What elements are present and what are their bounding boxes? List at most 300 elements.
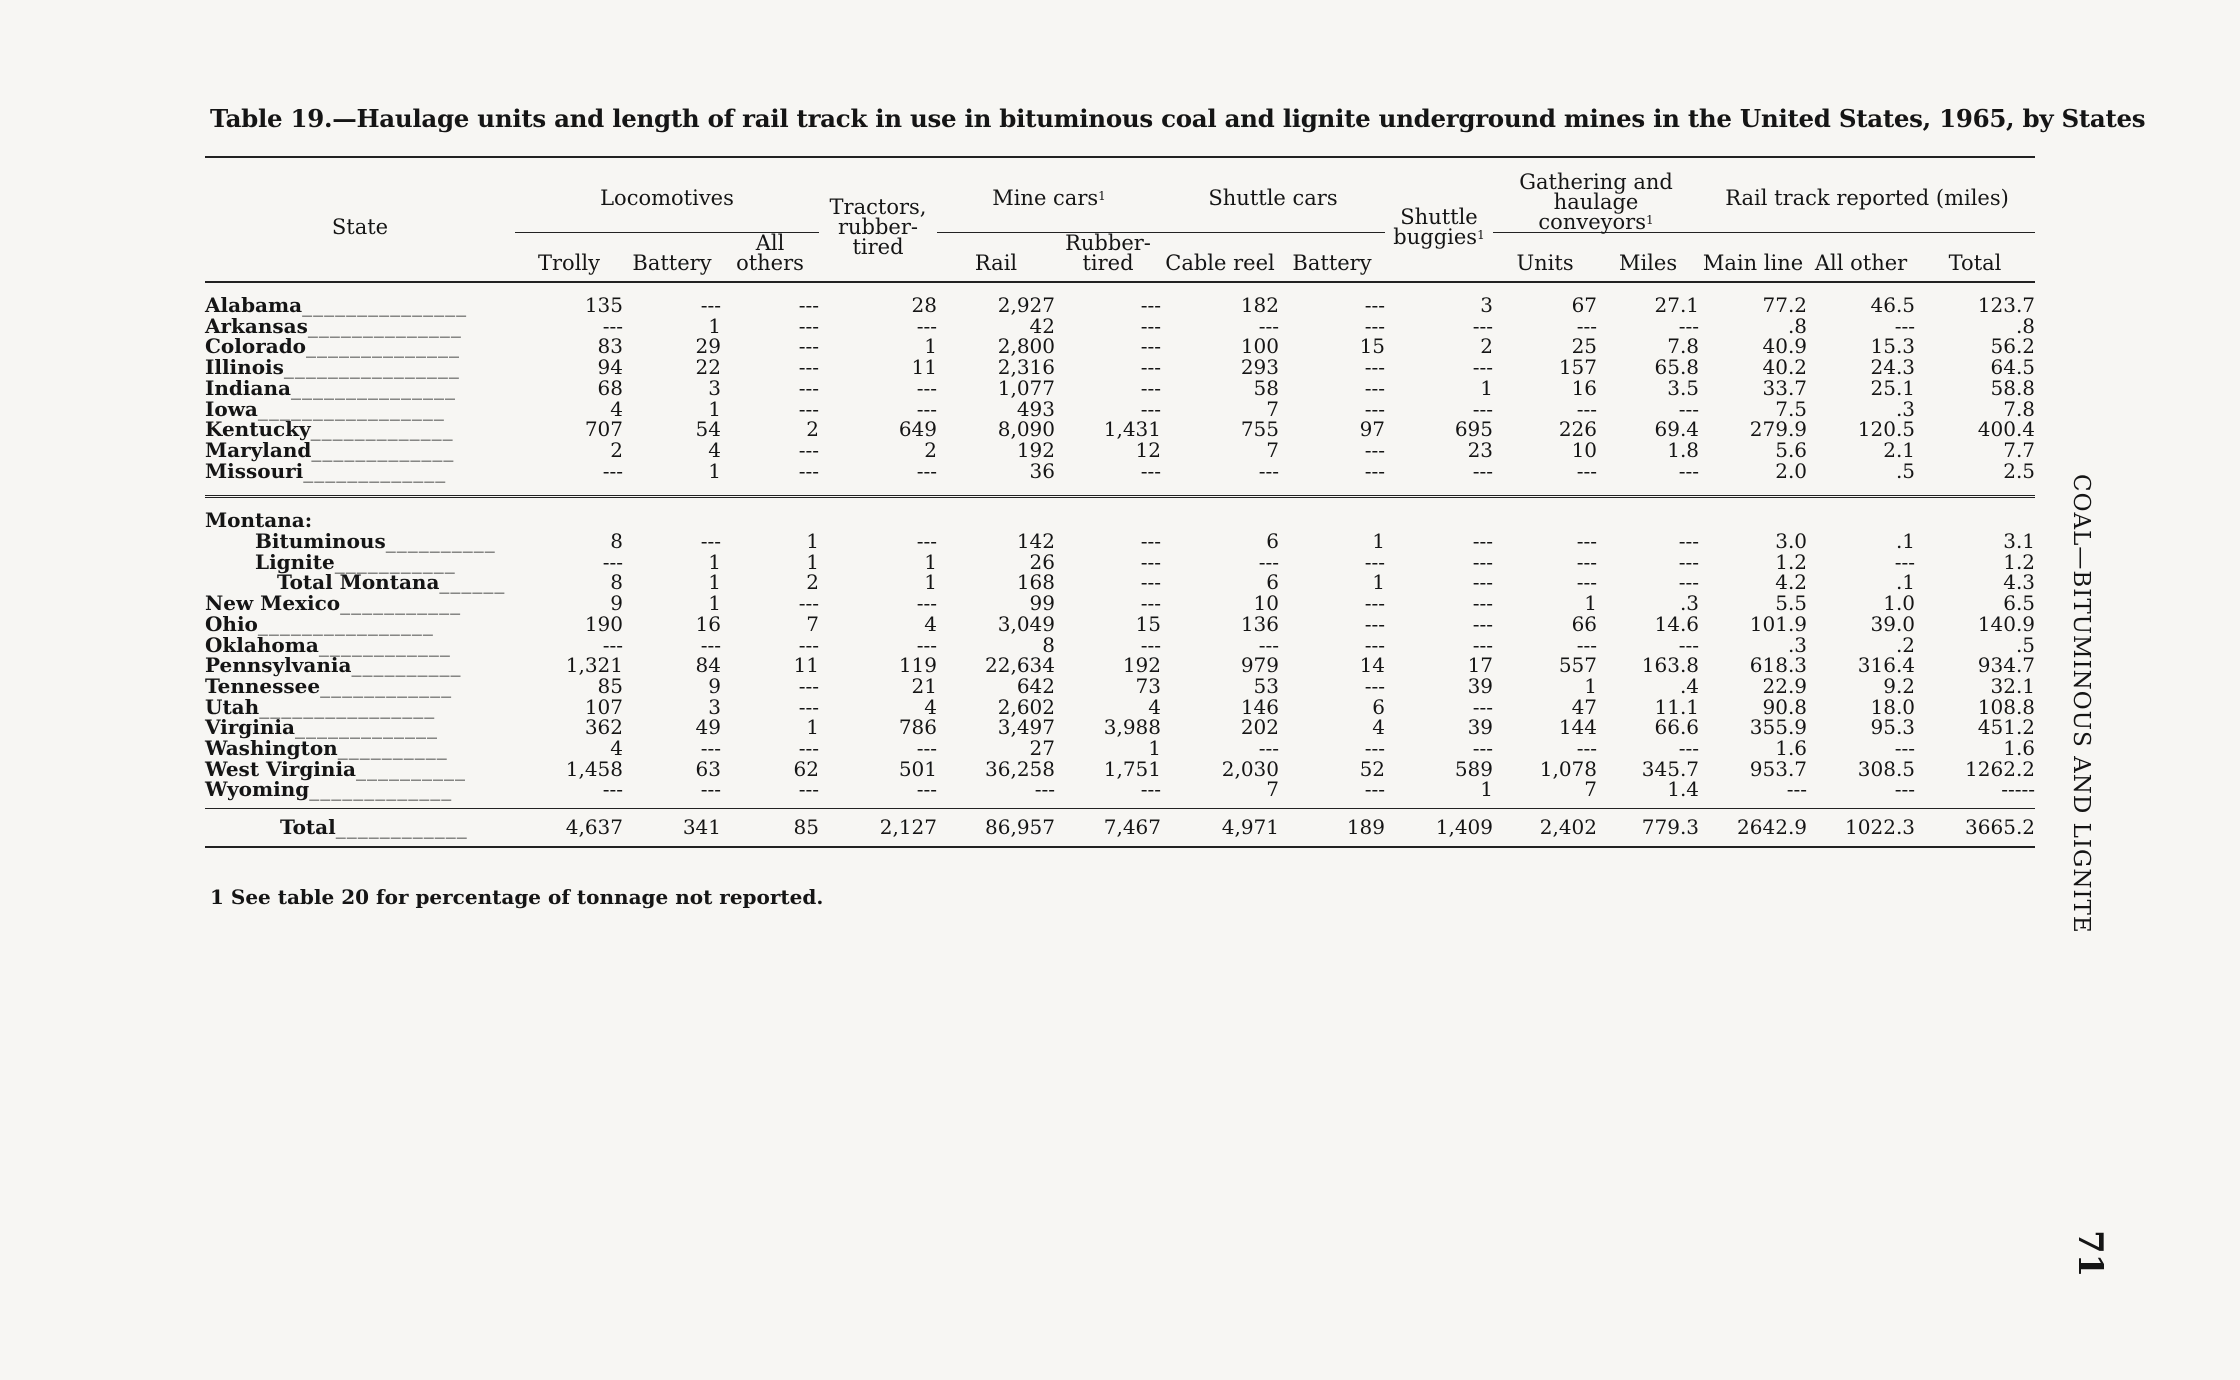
table-header	[205, 157, 2035, 282]
value-cell: 36	[1029, 458, 1055, 483]
state-name: Kentucky	[205, 417, 311, 442]
leader-dots: _____________	[309, 777, 453, 802]
header-units: Units	[1516, 251, 1574, 275]
state-name: Maryland	[205, 437, 312, 462]
value-cell: 779.3	[1597, 809, 1699, 847]
value-cell: 27	[1029, 736, 1055, 761]
value-cell: 2,127	[819, 809, 937, 847]
value-cell: 2	[1480, 334, 1494, 359]
state-cell	[205, 336, 515, 357]
value-cell: 21	[911, 673, 937, 698]
value-cell: 755	[1240, 417, 1279, 442]
value-cell: 1.8	[1667, 437, 1700, 462]
table-row	[205, 419, 2035, 440]
value-cell: 1	[708, 549, 721, 574]
value-cell: 23	[1467, 437, 1494, 462]
header-state: State	[331, 214, 389, 239]
value-cell: 192	[1122, 653, 1161, 678]
value-cell: 3665.2	[1915, 809, 2035, 847]
value-cell: 66	[1571, 611, 1598, 636]
value-cell: ---	[1364, 736, 1386, 761]
value-cell: 226	[1558, 417, 1598, 442]
value-cell: 1	[1584, 673, 1598, 698]
value-cell: 1	[1148, 736, 1161, 761]
header-battery-shuttle: Battery	[1292, 251, 1372, 275]
leader-dots: _______________	[290, 375, 456, 400]
value-cell: 3,497	[997, 715, 1055, 740]
running-head: COAL—BITUMINOUS AND LIGNITE	[2068, 474, 2094, 934]
state-cell	[205, 396, 515, 421]
value-cell: 4	[924, 611, 937, 636]
value-cell: ---	[1140, 293, 1161, 317]
value-cell: .4	[1679, 673, 1700, 698]
value-cell: 3.5	[1667, 375, 1700, 400]
value-cell: 68	[597, 375, 623, 400]
value-cell: ---	[1364, 375, 1386, 400]
value-cell: 4.2	[1775, 570, 1808, 595]
header-shuttle-cars: Shuttle cars	[1161, 157, 1385, 233]
value-cell: 29	[695, 334, 721, 359]
value-cell: 2	[610, 437, 623, 462]
value-cell: 7	[1266, 777, 1279, 802]
value-cell: 2.5	[2003, 458, 2036, 483]
leader-dots: _____________	[303, 458, 447, 483]
value-cell: 135	[584, 293, 623, 317]
value-cell: ---	[1140, 375, 1161, 400]
state-cell	[205, 611, 515, 636]
value-cell: 1	[806, 715, 819, 740]
state-name: Total	[280, 815, 336, 840]
value-cell: ---	[700, 529, 721, 554]
state-cell	[205, 282, 515, 316]
state-name: Bituminous	[255, 529, 386, 554]
value-cell: ---	[916, 529, 937, 554]
value-cell: ---	[1576, 736, 1598, 761]
value-cell: 7,467	[1055, 809, 1161, 847]
value-cell: 94	[597, 355, 623, 380]
value-cell: 316.4	[1857, 653, 1916, 678]
value-cell: 7.8	[2003, 396, 2036, 421]
leader-dots: __________	[337, 736, 448, 761]
value-cell: ---	[1678, 736, 1700, 761]
value-cell: .8	[1787, 313, 1808, 338]
value-cell: 9	[610, 591, 623, 616]
value-cell: 14.6	[1654, 611, 1700, 636]
value-cell: 707	[584, 417, 623, 442]
value-cell: .3	[1895, 396, 1916, 421]
value-cell: 15.3	[1870, 334, 1916, 359]
value-cell: 83	[597, 334, 623, 359]
value-cell: 5.6	[1775, 437, 1808, 462]
leader-dots: _____________	[311, 437, 455, 462]
state-cell	[205, 313, 515, 338]
value-cell: 146	[1240, 694, 1279, 719]
state-name: Alabama	[205, 293, 303, 317]
value-cell: 1	[708, 396, 721, 421]
value-cell: 7	[1266, 437, 1279, 462]
value-cell: ---	[1894, 736, 1916, 761]
leader-dots: _________________	[257, 396, 445, 421]
value-cell: ---	[1472, 632, 1494, 657]
value-cell: 46.5	[1870, 293, 1916, 317]
state-cell	[205, 458, 515, 483]
leader-dots: ________________	[257, 611, 434, 636]
value-cell: 1	[1584, 591, 1598, 616]
leader-dots: __________	[385, 529, 496, 554]
table-row	[205, 572, 2035, 593]
state-cell	[205, 632, 515, 657]
value-cell: 2,316	[997, 355, 1055, 380]
leader-dots: ________________	[259, 694, 436, 719]
table-row	[205, 461, 2035, 482]
state-name: Colorado	[205, 334, 307, 359]
value-cell: 3.0	[1775, 529, 1808, 554]
value-cell: 15	[1359, 334, 1386, 359]
value-cell: 1.0	[1883, 591, 1916, 616]
value-cell: 2,402	[1493, 809, 1597, 847]
value-cell: ---	[1472, 355, 1494, 380]
value-cell: 202	[1240, 715, 1279, 740]
value-cell: ---	[1140, 529, 1161, 554]
value-cell: ---	[700, 736, 721, 761]
value-cell: .3	[1787, 632, 1808, 657]
value-cell: 1	[1372, 570, 1386, 595]
value-cell: 11	[793, 653, 819, 678]
value-cell: ---	[1364, 673, 1386, 698]
table-row	[205, 336, 2035, 357]
value-cell: 9.2	[1883, 673, 1916, 698]
value-cell: 934.7	[1977, 653, 2036, 678]
value-cell: 3,049	[997, 611, 1055, 636]
value-cell: ---	[798, 375, 819, 400]
state-name: Pennsylvania	[205, 653, 352, 678]
value-cell: 16	[695, 611, 721, 636]
value-cell: ---	[798, 673, 819, 698]
header-gathering: Gathering and haulage conveyors$^1$	[1493, 157, 1699, 233]
value-cell: 24.3	[1870, 355, 1916, 380]
value-cell: ---	[1576, 632, 1598, 657]
value-cell: 54	[695, 417, 721, 442]
value-cell: ---	[1140, 458, 1161, 483]
value-cell: 1	[806, 529, 819, 554]
value-cell: ---	[1472, 458, 1494, 483]
value-cell: 4	[610, 736, 623, 761]
state-cell	[205, 694, 515, 719]
value-cell: 84	[695, 653, 721, 678]
leader-dots: ______________	[306, 334, 461, 359]
value-cell: 108.8	[1977, 694, 2036, 719]
value-cell: ---	[916, 458, 937, 483]
value-cell: ---	[1576, 529, 1598, 554]
value-cell: ---	[602, 313, 623, 338]
value-cell: 953.7	[1749, 756, 1808, 781]
value-cell: 36,258	[985, 756, 1055, 781]
table-row	[205, 440, 2035, 461]
value-cell: ---	[1140, 334, 1161, 359]
value-cell: 15	[1135, 611, 1161, 636]
value-cell: 100	[1240, 334, 1279, 359]
value-cell: ---	[1678, 549, 1700, 574]
header-trolly: Trolly	[538, 251, 600, 275]
table-row	[205, 357, 2035, 378]
value-cell: 27.1	[1654, 293, 1700, 317]
table-title: Table 19.—Haulage units and length of rail track in use in bituminous coal and lignite underground mines in the United States, 1965, by States	[210, 104, 2146, 133]
value-cell: .5	[2015, 632, 2036, 657]
value-cell: 49	[695, 715, 721, 740]
table-row	[205, 676, 2035, 697]
table-row	[205, 655, 2035, 676]
value-cell: ---	[916, 396, 937, 421]
value-cell: 7	[1266, 396, 1279, 421]
value-cell: ---	[602, 549, 623, 574]
value-cell: 120.5	[1857, 417, 1916, 442]
value-cell: 1.2	[1775, 549, 1808, 574]
value-cell: 1,077	[997, 375, 1055, 400]
value-cell: 1	[924, 549, 937, 574]
value-cell: ---	[1786, 777, 1808, 802]
state-cell	[205, 593, 515, 614]
value-cell: 1,409	[1385, 809, 1493, 847]
value-cell: ---	[1894, 549, 1916, 574]
leader-dots: _____________	[294, 715, 438, 740]
value-cell: 3	[708, 375, 721, 400]
value-cell: 28	[911, 293, 937, 317]
value-cell: 308.5	[1857, 756, 1916, 781]
value-cell: ---	[1472, 313, 1494, 338]
state-name: Ohio	[205, 611, 258, 636]
value-cell: ---	[1472, 611, 1494, 636]
value-cell: 1	[924, 334, 937, 359]
table-row	[205, 531, 2035, 552]
value-cell: 1	[806, 549, 819, 574]
value-cell: ---	[1364, 611, 1386, 636]
value-cell: 42	[1029, 313, 1055, 338]
leader-dots: __________	[351, 653, 462, 678]
header-all-others: All others	[736, 231, 804, 275]
leader-dots: _______________	[302, 293, 468, 317]
header-shuttle-buggies: Shuttle buggies$^1$	[1393, 204, 1485, 249]
value-cell: 1	[1480, 375, 1494, 400]
value-cell: 7	[806, 611, 819, 636]
value-cell: ---	[1678, 529, 1700, 554]
value-cell: 1	[1372, 529, 1386, 554]
value-cell: .3	[1679, 591, 1700, 616]
value-cell: 11.1	[1654, 694, 1700, 719]
value-cell: 341	[623, 809, 721, 847]
table-row	[205, 759, 2035, 780]
state-name: New Mexico	[205, 591, 341, 616]
value-cell: 1	[924, 570, 937, 595]
table-row	[205, 779, 2035, 800]
table-row	[205, 738, 2035, 759]
value-cell: ---	[1472, 591, 1494, 616]
value-cell: 90.8	[1762, 694, 1808, 719]
value-cell: ---	[1472, 549, 1494, 574]
value-cell: 17	[1467, 653, 1494, 678]
value-cell: ---	[1258, 549, 1279, 574]
value-cell: 142	[1016, 529, 1055, 554]
value-cell: 3,988	[1103, 715, 1161, 740]
value-cell: 355.9	[1749, 715, 1808, 740]
value-cell: 69.4	[1654, 417, 1700, 442]
header-rubber-tired: Rubber-tired	[1065, 231, 1151, 275]
header-rail-track: Rail track reported (miles)	[1699, 157, 2035, 233]
value-cell: 6.5	[2003, 591, 2036, 616]
value-cell: 10	[1253, 591, 1279, 616]
state-name: Illinois	[205, 355, 284, 380]
value-cell: 2,030	[1221, 756, 1279, 781]
value-cell: 119	[898, 653, 937, 678]
value-cell: 189	[1279, 809, 1385, 847]
leader-dots: _____________	[310, 417, 454, 442]
value-cell: ---	[1894, 777, 1916, 802]
value-cell: 12	[1135, 437, 1161, 462]
value-cell: ---	[1140, 591, 1161, 616]
value-cell: 18.0	[1870, 694, 1916, 719]
value-cell: 8	[1042, 632, 1055, 657]
value-cell: .8	[2015, 313, 2036, 338]
header-mine-cars: Mine cars$^1$	[937, 157, 1161, 233]
table-row	[205, 497, 2035, 531]
value-cell: ---	[1364, 549, 1386, 574]
value-cell: 4,971	[1161, 809, 1279, 847]
value-cell: 618.3	[1749, 653, 1808, 678]
state-cell	[205, 673, 515, 698]
value-cell: 182	[1240, 293, 1279, 317]
value-cell: 7.8	[1667, 334, 1700, 359]
value-cell: 695	[1454, 417, 1494, 442]
value-cell: 1	[708, 313, 721, 338]
value-cell: 163.8	[1641, 653, 1700, 678]
value-cell: ---	[602, 777, 623, 802]
value-cell: ---	[798, 591, 819, 616]
value-cell: 157	[1558, 355, 1598, 380]
value-cell: ---	[798, 355, 819, 380]
value-cell: ---	[1576, 549, 1598, 574]
value-cell: 2	[806, 417, 819, 442]
leader-dots: ____________	[335, 815, 468, 840]
value-cell: 144	[1558, 715, 1598, 740]
value-cell: ---	[1140, 777, 1161, 802]
value-cell: 62	[793, 756, 819, 781]
table-row	[205, 697, 2035, 718]
state-cell	[205, 531, 515, 552]
state-cell	[205, 738, 515, 759]
value-cell: 4.3	[2003, 570, 2036, 595]
value-cell: 52	[1359, 756, 1386, 781]
table-row	[205, 614, 2035, 635]
state-cell	[205, 756, 515, 781]
value-cell: ---	[798, 458, 819, 483]
value-cell: 1,321	[565, 653, 623, 678]
state-name: Arkansas	[205, 313, 308, 338]
value-cell: ---	[1140, 396, 1161, 421]
value-cell: 1.4	[1667, 777, 1700, 802]
value-cell: ---	[916, 777, 937, 802]
value-cell: ---	[1678, 632, 1700, 657]
value-cell: 58	[1253, 375, 1279, 400]
value-cell: 7	[1584, 777, 1598, 802]
leader-dots: __________	[356, 756, 466, 781]
value-cell: 32.1	[1990, 673, 2036, 698]
value-cell: ---	[700, 293, 721, 317]
value-cell: 11	[911, 355, 937, 380]
value-cell: ---	[916, 591, 937, 616]
value-cell: 190	[584, 611, 623, 636]
value-cell: ---	[798, 334, 819, 359]
value-cell: 589	[1454, 756, 1494, 781]
value-cell: 2,800	[997, 334, 1055, 359]
value-cell: ---	[1140, 632, 1161, 657]
value-cell: 64.5	[1990, 355, 2036, 380]
value-cell: .1	[1895, 570, 1916, 595]
value-cell: ---	[1472, 736, 1494, 761]
value-cell: 33.7	[1762, 375, 1808, 400]
value-cell: ---	[1364, 437, 1386, 462]
value-cell: 451.2	[1977, 715, 2036, 740]
value-cell: ---	[1364, 396, 1386, 421]
table-row	[205, 717, 2035, 738]
value-cell: 6	[1266, 570, 1279, 595]
value-cell: .2	[1895, 632, 1916, 657]
value-cell: 16	[1571, 375, 1598, 400]
value-cell: ---	[700, 632, 721, 657]
value-cell: 3	[708, 694, 721, 719]
value-cell: 4,637	[515, 809, 623, 847]
value-cell: ---	[602, 632, 623, 657]
value-cell: 63	[695, 756, 721, 781]
value-cell: 1,078	[1539, 756, 1598, 781]
value-cell: 3.1	[2003, 529, 2036, 554]
header-tractors: Tractors, rubber-tired	[829, 194, 927, 259]
value-cell: 400.4	[1977, 417, 2036, 442]
value-cell: 1262.2	[1965, 756, 2036, 781]
value-cell: 39	[1467, 715, 1494, 740]
value-cell: 66.6	[1654, 715, 1700, 740]
value-cell: 2,602	[997, 694, 1055, 719]
state-name: Oklahoma	[205, 632, 319, 657]
value-cell: 107	[584, 694, 623, 719]
value-cell: 14	[1359, 653, 1386, 678]
value-cell: ---	[1258, 313, 1279, 338]
header-rail: Rail	[974, 251, 1018, 275]
state-name: Virginia	[205, 715, 295, 740]
value-cell: 1	[708, 591, 721, 616]
table-row	[205, 378, 2035, 399]
value-cell: 99	[1029, 591, 1055, 616]
header-miles: Miles	[1618, 251, 1678, 275]
value-cell: 85	[721, 809, 819, 847]
state-cell	[205, 549, 515, 574]
value-cell: ---	[1258, 458, 1279, 483]
value-cell: ---	[1576, 313, 1598, 338]
value-cell: ---	[1576, 570, 1598, 595]
value-cell: 73	[1135, 673, 1161, 698]
value-cell: 2642.9	[1699, 809, 1807, 847]
value-cell: ---	[1678, 396, 1700, 421]
state-cell	[205, 572, 515, 593]
value-cell: ---	[1576, 458, 1598, 483]
value-cell: ---	[1576, 396, 1598, 421]
value-cell: .5	[1895, 458, 1916, 483]
value-cell: 40.9	[1762, 334, 1808, 359]
state-cell	[205, 809, 515, 847]
separator-row	[205, 800, 2035, 809]
value-cell: 40.2	[1762, 355, 1808, 380]
value-cell: 123.7	[1977, 293, 2036, 317]
separator-row	[205, 481, 2035, 497]
value-cell: 8,090	[997, 417, 1055, 442]
